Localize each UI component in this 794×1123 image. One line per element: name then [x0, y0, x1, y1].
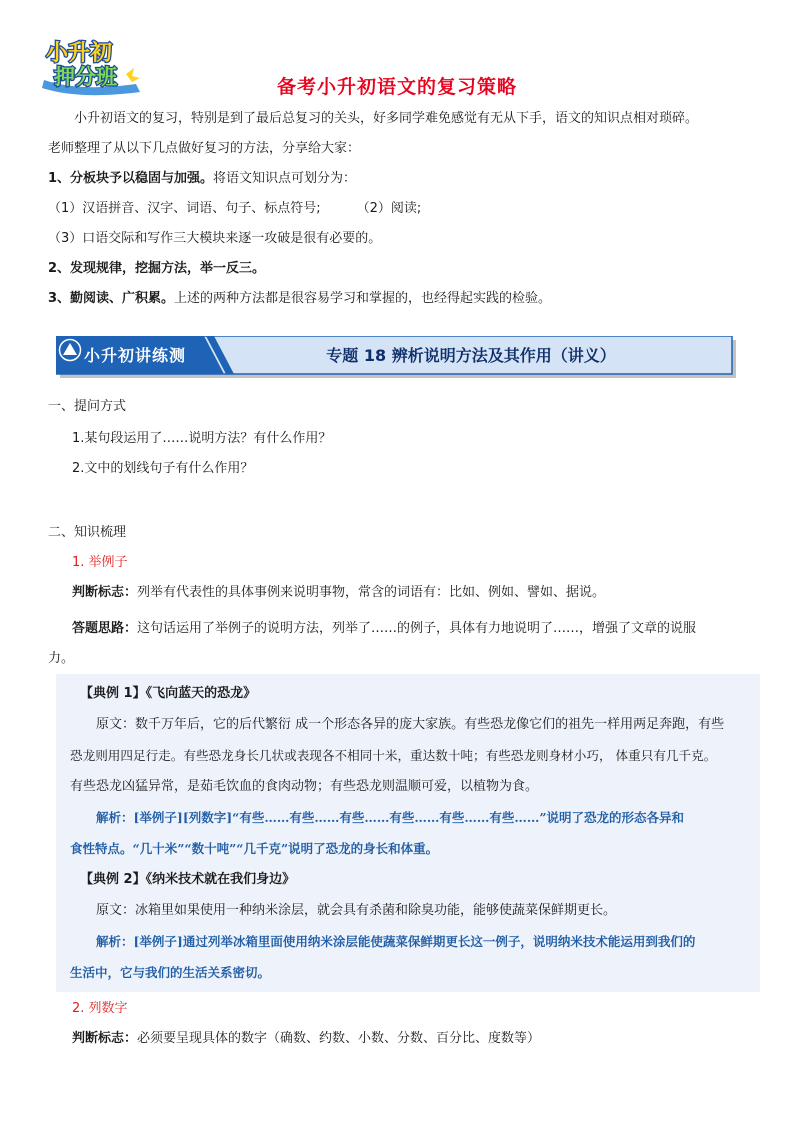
item-1-idea	[48, 614, 754, 644]
svg-text:押分班: 押分班	[54, 65, 117, 89]
intro-point-1	[48, 164, 768, 194]
point-3-text: 上述的两种方法都是很容易学习和掌握的，也经得起实践的检验。	[174, 291, 552, 306]
example-2-title: 【典例 2】《纳米技术就在我们身边》	[80, 872, 296, 887]
intro-module-line-1	[48, 194, 768, 224]
item-1-idea-cont: 力。	[48, 651, 75, 666]
intro-point-2: 2、发现规律，挖掘方法，举一反三。	[48, 261, 266, 276]
module-1: （1）汉语拼音、汉字、词语、句子、标点符号;	[48, 201, 321, 216]
section-1-heading: 一、提问方式	[48, 399, 127, 414]
lecture-content	[48, 392, 754, 1054]
example-1-text-3: 有些恐龙凶猛异常，是茹毛饮血的食肉动物；有些恐龙则温顺可爱，以植物为食。	[70, 779, 539, 794]
example-1-analysis-2: 食性特点。“几十米”“数十吨”“几千克”说明了恐龙的身长和体重。	[70, 841, 439, 856]
question-1: 1.某句段运用了……说明方法？有什么作用？	[72, 431, 332, 446]
page-title: 备考小升初语文的复习策略	[276, 76, 517, 98]
mark-label: 判断标志：	[72, 585, 138, 600]
point-1-text: 将语文知识点可划分为：	[213, 171, 357, 186]
idea-label: 答题思路：	[72, 621, 138, 636]
idea-text: 这句话运用了举例子的说明方法，列举了……的例子，具体有力地说明了……，增强了文章的说服	[137, 621, 697, 636]
banner-series-label: 小升初讲练测	[83, 346, 186, 365]
item-1-title: 1. 举例子	[72, 555, 128, 570]
intro-point-3	[48, 284, 768, 314]
example-1-text-1: 原文：数千万年后，它的后代繁衍 成一个形态各异的庞大家族。有些恐龙像它们的祖先一样用两足奔跑，有些	[96, 717, 725, 732]
question-2: 2.文中的划线句子有什么作用？	[72, 461, 254, 476]
example-2-analysis-1: 解析：[举例子]通过列举冰箱里面使用纳米涂层能使蔬菜保鲜期更长这一例子，说明纳米技术能运用到我们的	[96, 934, 696, 949]
item-2-mark	[48, 1024, 754, 1054]
point-1-title: 1、分板块予以稳固与加强。	[48, 171, 214, 186]
intro-paragraph-1: 小升初语文的复习，特别是到了最后总复习的关头，好多同学难免感觉有无从下手，语文的知识点相对琐碎。	[74, 111, 699, 126]
example-box	[56, 674, 760, 992]
example-1-title: 【典例 1】《飞向蓝天的恐龙》	[80, 686, 257, 701]
intro-module-line-2: （3）口语交际和写作三大模块来逐一攻破是很有必要的。	[48, 231, 382, 246]
mark-label-2: 判断标志：	[72, 1031, 138, 1046]
example-2-analysis-2: 生活中，它与我们的生活关系密切。	[70, 965, 271, 980]
item-1-mark	[48, 578, 754, 608]
example-2-text-1: 原文：冰箱里如果使用一种纳米涂层，就会具有杀菌和除臭功能，能够使蔬菜保鲜期更长。	[96, 903, 617, 918]
item-2-title: 2. 列数字	[72, 1001, 128, 1016]
intro-section	[48, 104, 768, 314]
topic-banner	[56, 336, 738, 378]
point-3-title: 3、勤阅读、广积累。	[48, 291, 175, 306]
svg-text:小升初: 小升初	[46, 41, 113, 66]
section-2-heading: 二、知识梳理	[48, 525, 127, 540]
mark-text-2: 必须要呈现具体的数字（确数、约数、小数、分数、百分比、度数等）	[137, 1031, 541, 1046]
intro-paragraph-2: 老师整理了从以下几点做好复习的方法，分享给大家：	[48, 141, 361, 156]
example-1-analysis-1: 解析：[举例子][列数字]“有些……有些……有些……有些……有些……有些……”说明了恐龙的形态各异和	[96, 810, 685, 825]
banner-topic-title: 专题 18 辨析说明方法及其作用（讲义）	[326, 346, 616, 365]
example-1-text-2: 恐龙则用四足行走。有些恐龙身长几状或表现各不相同十米，重达数十吨；有些恐龙则身材小巧， 体重只有几千克。	[70, 748, 717, 763]
mark-text: 列举有代表性的具体事例来说明事物，常含的词语有：比如、例如、譬如、据说。	[137, 585, 606, 600]
module-2: （2）阅读;	[356, 201, 422, 216]
triangle-up-icon	[56, 336, 84, 364]
